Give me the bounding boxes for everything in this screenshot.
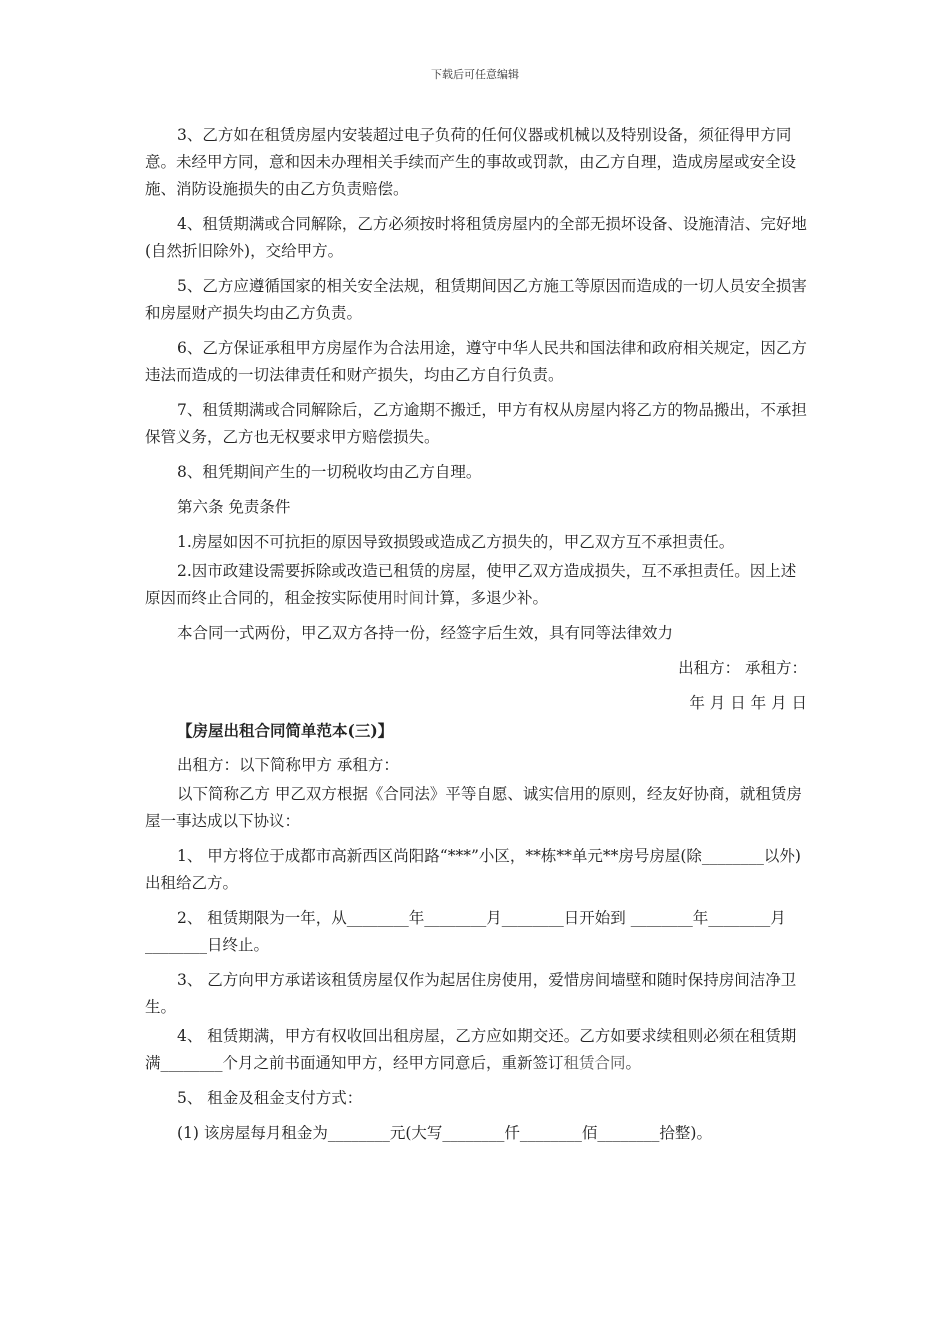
contract-3-clause-4 (145, 1023, 807, 1077)
page-header-note: 下载后可任意编辑 (431, 68, 519, 81)
article-6-item-2 (145, 558, 807, 612)
contract-3-intro: 以下简称乙方 甲乙双方根据《合同法》平等自愿、诚实信用的原则，经友好协商，就租赁房屋一事达成以下协议： (145, 785, 802, 830)
contract-3-clause-1: 1、 甲方将位于成都市高新西区尚阳路“***”小区，**栋**单元**房号房屋(除________以外)出租给乙方。 (145, 847, 801, 892)
contract-3-clause-2: 2、 租赁期限为一年，从________年________月________日开始到 ________年________月________日终止。 (145, 909, 786, 954)
signature-parties: 出租方： 承租方： (678, 659, 807, 677)
contract-3-clause-5: 5、 租金及租金支付方式： (177, 1089, 363, 1107)
article-6-heading: 第六条 免责条件 (177, 498, 291, 516)
clause-6: 6、乙方保证承租甲方房屋作为合法用途，遵守中华人民共和国法律和政府相关规定，因乙方违法而造成的一切法律责任和财产损失，均由乙方自行负责。 (145, 339, 807, 384)
clause-7: 7、租赁期满或合同解除后，乙方逾期不搬迁，甲方有权从房屋内将乙方的物品搬出，不承担保管义务，乙方也无权要求甲方赔偿损失。 (145, 401, 807, 446)
contract-3-title: 【房屋出租合同简单范本(三)】 (177, 721, 394, 740)
contract-3-clause-5-1: (1) 该房屋每月租金为________元(大写________仟________佰________拾整)。 (177, 1124, 712, 1142)
contract-3-clause-3: 3、 乙方向甲方承诺该租赁房屋仅作为起居住房使用，爱惜房间墙壁和随时保持房间洁净卫生。 (145, 971, 797, 1016)
contract-3-clause-4-part-b: 租赁合同 (563, 1054, 626, 1072)
closing-text: 本合同一式两份，甲乙双方各持一份，经签字后生效，具有同等法律效力 (177, 624, 674, 642)
article-6-item-2-part-a: 2.因市政建设需要拆除或改造已租赁的房屋，使甲乙双方造成损失，互不承担责任。因上述原因而终止合同的，租金按实际使用 (145, 562, 797, 607)
clause-4: 4、租赁期满或合同解除，乙方必须按时将租赁房屋内的全部无损坏设备、设施清洁、完好地(自然折旧除外)，交给甲方。 (145, 215, 807, 260)
article-6-item-2-part-c: 计算，多退少补。 (424, 589, 549, 607)
clause-3: 3、乙方如在租赁房屋内安装超过电子负荷的任何仪器或机械以及特别设备，须征得甲方同意。未经甲方同，意和因未办理相关手续而产生的事故或罚款，由乙方自理，造成房屋或安全设施、消防设施损失的由乙方负责赔偿。 (145, 126, 797, 198)
contract-3-clause-4-part-a: 4、 租赁期满，甲方有权收回出租房屋，乙方应如期交还。乙方如要求续租则必须在租赁期满________个月之前书面通知甲方，经甲方同意后，重新签订 (145, 1027, 797, 1072)
clause-8: 8、租凭期间产生的一切税收均由乙方自理。 (177, 463, 482, 481)
contract-3-parties: 出租方：以下简称甲方 承租方： (177, 756, 399, 774)
article-6-item-1: 1.房屋如因不可抗拒的原因导致损毁或造成乙方损失的，甲乙双方互不承担责任。 (177, 533, 735, 551)
clause-5: 5、乙方应遵循国家的相关安全法规，租赁期间因乙方施工等原因而造成的一切人员安全损害和房屋财产损失均由乙方负责。 (145, 277, 807, 322)
signature-dates: 年 月 日 年 月 日 (689, 694, 807, 712)
contract-3-clause-4-part-c: 。 (625, 1054, 642, 1072)
article-6-item-2-part-b: 时间 (393, 589, 425, 607)
document-body (145, 122, 807, 1147)
